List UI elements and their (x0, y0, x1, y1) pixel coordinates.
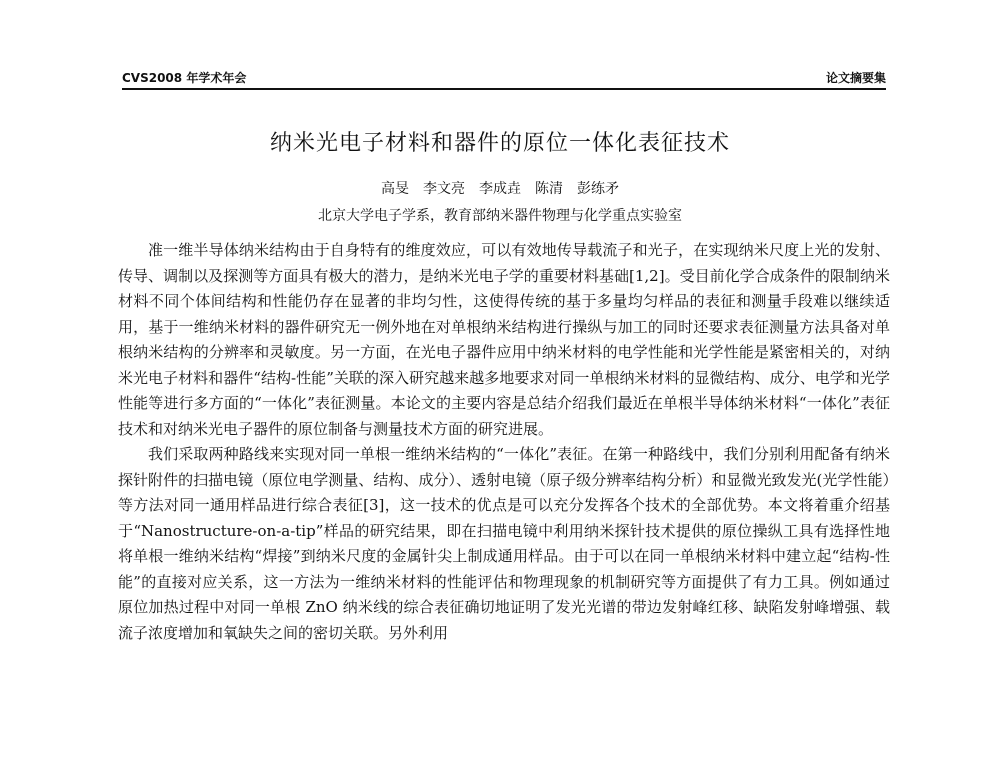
author-list: 高旻 李文亮 李成垚 陈清 彭练矛 (381, 181, 619, 197)
conference-name: CVS2008 年学术年会 (122, 71, 247, 85)
body-paragraph-2: 我们采取两种路线来实现对同一单根一维纳米结构的“一体化”表征。在第一种路线中，我们分别利用配备有纳米探针附件的扫描电镜（原位电学测量、结构、成分）、透射电镜（原子级分辨率结构分析）和显微光致发光(光学性能）等方法对同一通用样品进行综合表征[3]，这一技术的优点是可以充分发挥各个技术的全部优势。本文将着重介绍基于“Nanostructure-on-a-tip”样品的研究结果，即在扫描电镜中利用纳米探针技术提供的原位操纵工具有选择性地将单根一维纳米结构“焊接”到纳米尺度的金属针尖上制成通用样品。由于可以在同一单根纳米材料中建立起“结构-性能”的直接对应关系，这一方法为一维纳米材料的性能评估和物理现象的机制研究等方面提供了有力工具。例如通过原位加热过程中对同一单根 ZnO 纳米线的综合表征确切地证明了发光光谱的带边发射峰红移、缺陷发射峰增强、载流子浓度增加和氧缺失之间的密切关联。另外利用 (118, 445, 890, 642)
affiliation: 北京大学电子学系，教育部纳米器件物理与化学重点实验室 (318, 208, 682, 224)
paper-title: 纳米光电子材料和器件的原位一体化表征技术 (269, 131, 730, 156)
abstract-body (118, 238, 890, 646)
header-rule (122, 88, 886, 90)
proceedings-label: 论文摘要集 (825, 71, 886, 85)
body-paragraph-1: 准一维半导体纳米结构由于自身特有的维度效应，可以有效地传导载流子和光子，在实现纳米尺度上光的发射、传导、调制以及探测等方面具有极大的潜力，是纳米光电子学的重要材料基础[1,2]。受目前化学合成条件的限制纳米材料不同个体间结构和性能仍存在显著的非均匀性，这使得传统的基于多量均匀样品的表征和测量手段难以继续适用，基于一维纳米材料的器件研究无一例外地在对单根纳米结构进行操纵与加工的同时还要求表征测量方法具备对单根纳米结构的分辨率和灵敏度。另一方面，在光电子器件应用中纳米材料的电学性能和光学性能是紧密相关的，对纳米光电子材料和器件“结构-性能”关联的深入研究越来越多地要求对同一单根纳米材料的显微结构、成分、电学和光学性能等进行多方面的“一体化”表征测量。本论文的主要内容是总结介绍我们最近在单根半导体纳米材料“一体化”表征技术和对纳米光电子器件的原位制备与测量技术方面的研究进展。 (118, 241, 890, 438)
running-header (122, 66, 886, 86)
